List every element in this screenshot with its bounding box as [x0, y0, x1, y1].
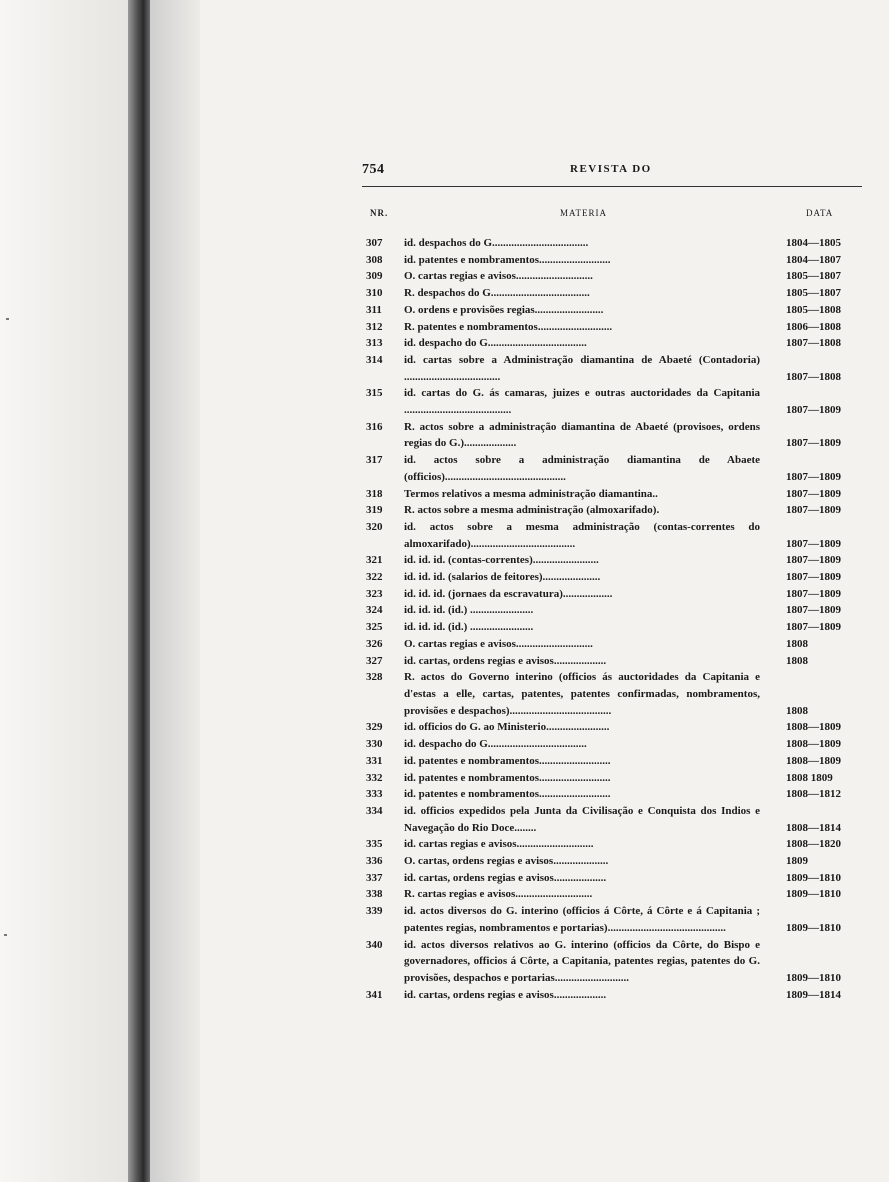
entry-materia: R. despachos do G.................................... [404, 287, 590, 300]
entry-number: 308 [366, 253, 383, 266]
book-gutter-shadow [128, 0, 150, 1182]
entry-date: 1808 1809 [786, 771, 833, 784]
entry-number: 338 [366, 888, 383, 901]
facing-page-edge [0, 0, 128, 1182]
table-row [360, 502, 870, 519]
entry-materia: O. cartas regias e avisos............................ [404, 270, 593, 283]
entry-date: 1807—1808 [786, 337, 841, 350]
entry-materia: R. patentes e nombramentos........................... [404, 320, 613, 333]
table-row [360, 319, 870, 336]
entry-number: 321 [366, 554, 383, 567]
entry-materia: O. ordens e provisões regias......................... [404, 303, 604, 316]
book-gutter-highlight [150, 0, 200, 1182]
entry-materia: id. id. id. (id.) ....................... [404, 621, 534, 634]
table-row [360, 385, 870, 418]
table-row [360, 586, 870, 603]
entry-number: 312 [366, 320, 383, 333]
entry-number: 316 [366, 420, 383, 433]
entry-materia: Termos relativos a mesma administração diamantina.. [404, 487, 658, 500]
entry-date: 1808—1809 [786, 754, 841, 767]
entry-materia: id. cartas, ordens regias e avisos................... [404, 871, 607, 884]
table-row [360, 669, 870, 719]
entry-number: 310 [366, 287, 383, 300]
entry-number: 309 [366, 270, 383, 283]
entry-number: 322 [366, 571, 383, 584]
entry-number: 328 [366, 671, 383, 684]
entry-materia: id. patentes e nombramentos.......................... [404, 788, 611, 801]
entry-date: 1809—1810 [786, 921, 841, 934]
entry-date: 1806—1808 [786, 320, 841, 333]
entry-number: 311 [366, 303, 382, 316]
entry-date: 1807—1809 [786, 571, 841, 584]
entry-materia: id. patentes e nombramentos.......................... [404, 754, 611, 767]
entry-date: 1807—1809 [786, 537, 841, 550]
entry-materia: id. cartas, ordens regias e avisos................... [404, 654, 607, 667]
table-row [360, 619, 870, 636]
entry-number: 319 [366, 504, 383, 517]
entry-materia: id. cartas regias e avisos............................ [404, 838, 594, 851]
table-row [360, 352, 870, 385]
column-header-materia: MATERIA [560, 208, 607, 218]
entry-date: 1808 [786, 637, 808, 650]
entry-number: 336 [366, 855, 383, 868]
entry-materia: id. despachos do G................................... [404, 237, 589, 249]
entry-number: 333 [366, 788, 383, 801]
table-row [360, 786, 870, 803]
entry-number: 339 [366, 905, 383, 918]
entry-materia: id. officios expedidos pela Junta da Civilisação e Conquista dos Indios e Navegação do Rio Doce........ [404, 804, 760, 834]
table-row [360, 803, 870, 836]
entry-materia: id. officios do G. ao Ministerio....................... [404, 721, 610, 734]
entry-number: 313 [366, 337, 383, 350]
table-row [360, 719, 870, 736]
entry-materia: id. id. id. (contas-correntes)........................ [404, 554, 599, 567]
entry-date: 1807—1809 [786, 404, 841, 417]
entry-number: 335 [366, 838, 383, 851]
entry-number: 307 [366, 237, 383, 249]
table-row [360, 770, 870, 787]
entry-materia: O. cartas, ordens regias e avisos.................... [404, 855, 609, 868]
stray-mark [6, 318, 9, 320]
entry-number: 329 [366, 721, 383, 734]
column-header-nr: NR. [370, 208, 389, 218]
entry-date: 1804—1805 [786, 237, 841, 249]
entry-number: 325 [366, 621, 383, 634]
entry-materia: id. cartas, ordens regias e avisos................... [404, 988, 607, 1001]
entry-materia: R. cartas regias e avisos............................ [404, 888, 593, 901]
entry-number: 331 [366, 754, 383, 767]
entry-number: 323 [366, 587, 383, 600]
entry-number: 324 [366, 604, 383, 617]
entry-date: 1807—1809 [786, 604, 841, 617]
entry-date: 1807—1808 [786, 370, 841, 383]
running-title: REVISTA DO [570, 163, 652, 175]
table-row [360, 987, 870, 1004]
entry-date: 1808—1809 [786, 738, 841, 751]
table-row [360, 736, 870, 753]
entry-materia: id. id. id. (salarios de feitores)..................... [404, 571, 601, 584]
table-row [360, 419, 870, 452]
entry-number: 332 [366, 771, 383, 784]
entry-date: 1807—1809 [786, 470, 841, 483]
entry-number: 318 [366, 487, 383, 500]
entry-date: 1805—1807 [786, 287, 841, 300]
entry-date: 1808 [786, 654, 808, 667]
entry-date: 1807—1809 [786, 621, 841, 634]
entry-date: 1804—1807 [786, 253, 841, 266]
stray-mark [4, 934, 7, 936]
table-row [360, 903, 870, 936]
entry-number: 334 [366, 804, 383, 817]
entry-materia: O. cartas regias e avisos............................ [404, 637, 593, 650]
entry-number: 337 [366, 871, 383, 884]
entry-number: 317 [366, 454, 383, 467]
entry-materia: id. patentes e nombramentos.......................... [404, 771, 611, 784]
table-row [360, 335, 870, 352]
table-row [360, 753, 870, 770]
entry-materia: id. cartas do G. ás camaras, juizes e outras auctoridades da Capitania ....................................... [404, 387, 760, 417]
entry-number: 330 [366, 738, 383, 751]
header-rule [362, 186, 862, 187]
table-row [360, 636, 870, 653]
column-header-data: DATA [806, 208, 834, 218]
page-number: 754 [362, 162, 385, 177]
table-row [360, 486, 870, 503]
entry-number: 327 [366, 654, 383, 667]
entry-date: 1809—1814 [786, 988, 841, 1001]
entry-number: 326 [366, 637, 383, 650]
entry-materia: R. actos do Governo interino (officios ás auctoridades da Capitania e d'estas a elle, cartas, patentes, patentes confirmadas, nombramentos, provisões e despachos)..................................... [404, 671, 760, 717]
entry-date: 1805—1807 [786, 270, 841, 283]
entry-date: 1808—1814 [786, 821, 841, 834]
table-row [360, 602, 870, 619]
entry-materia: id. actos diversos relativos ao G. interino (officios da Côrte, do Bispo e governadores, officios á Côrte, a Capitania, patentes regias, patentes do G. provisões, despachos e portarias........................... [404, 938, 760, 984]
entry-date: 1809—1810 [786, 971, 841, 984]
table-row [360, 552, 870, 569]
table-row [360, 836, 870, 853]
entry-materia: id. id. id. (id.) ....................... [404, 604, 534, 617]
table-row [360, 569, 870, 586]
entry-number: 315 [366, 387, 383, 400]
table-row [360, 268, 870, 285]
entry-materia: id. actos sobre a administração diamantina de Abaete (officios)............................................ [404, 454, 760, 483]
entry-date: 1809—1810 [786, 871, 841, 884]
table-row [360, 235, 870, 252]
entries-list [360, 235, 870, 1003]
entry-number: 341 [366, 988, 383, 1001]
entry-date: 1808—1812 [786, 788, 841, 801]
entry-date: 1809 [786, 855, 808, 868]
entry-date: 1808—1820 [786, 838, 841, 851]
table-row [360, 519, 870, 552]
entry-materia: id. despacho do G.................................... [404, 337, 587, 350]
entry-number: 320 [366, 520, 383, 533]
table-row [360, 937, 870, 987]
entry-date: 1807—1809 [786, 504, 841, 517]
page-header [362, 162, 862, 184]
table-row [360, 302, 870, 319]
entry-number: 340 [366, 938, 383, 951]
table-row [360, 886, 870, 903]
entry-materia: R. actos sobre a mesma administração (almoxarifado). [404, 504, 660, 517]
entry-materia: id. id. id. (jornaes da escravatura).................. [404, 587, 613, 600]
table-row [360, 252, 870, 269]
table-row [360, 285, 870, 302]
entry-date: 1807—1809 [786, 587, 841, 600]
table-row [360, 653, 870, 670]
entry-materia: id. cartas sobre a Administração diamantina de Abaeté (Contadoria) ................................... [404, 353, 760, 383]
entry-materia: id. actos diversos do G. interino (officios á Côrte, á Côrte e á Capitania ; patentes regias, nombramentos e portarias)........................................... [404, 905, 760, 934]
entry-materia: id. actos sobre a mesma administração (contas-correntes do almoxarifado)...................................... [404, 520, 760, 550]
entry-date: 1807—1809 [786, 554, 841, 567]
entry-materia: R. actos sobre a administração diamantina de Abaeté (provisoes, ordens regias do G.)................... [404, 420, 760, 450]
entry-materia: id. despacho do G.................................... [404, 738, 587, 751]
table-row [360, 870, 870, 887]
entry-materia: id. patentes e nombramentos.......................... [404, 253, 611, 266]
table-row [360, 853, 870, 870]
entry-date: 1808 [786, 704, 808, 717]
entry-date: 1808—1809 [786, 721, 841, 734]
entry-number: 314 [366, 353, 383, 366]
entry-date: 1807—1809 [786, 487, 841, 500]
entry-date: 1807—1809 [786, 437, 841, 450]
entry-date: 1805—1808 [786, 303, 841, 316]
entry-date: 1809—1810 [786, 888, 841, 901]
table-row [360, 452, 870, 485]
